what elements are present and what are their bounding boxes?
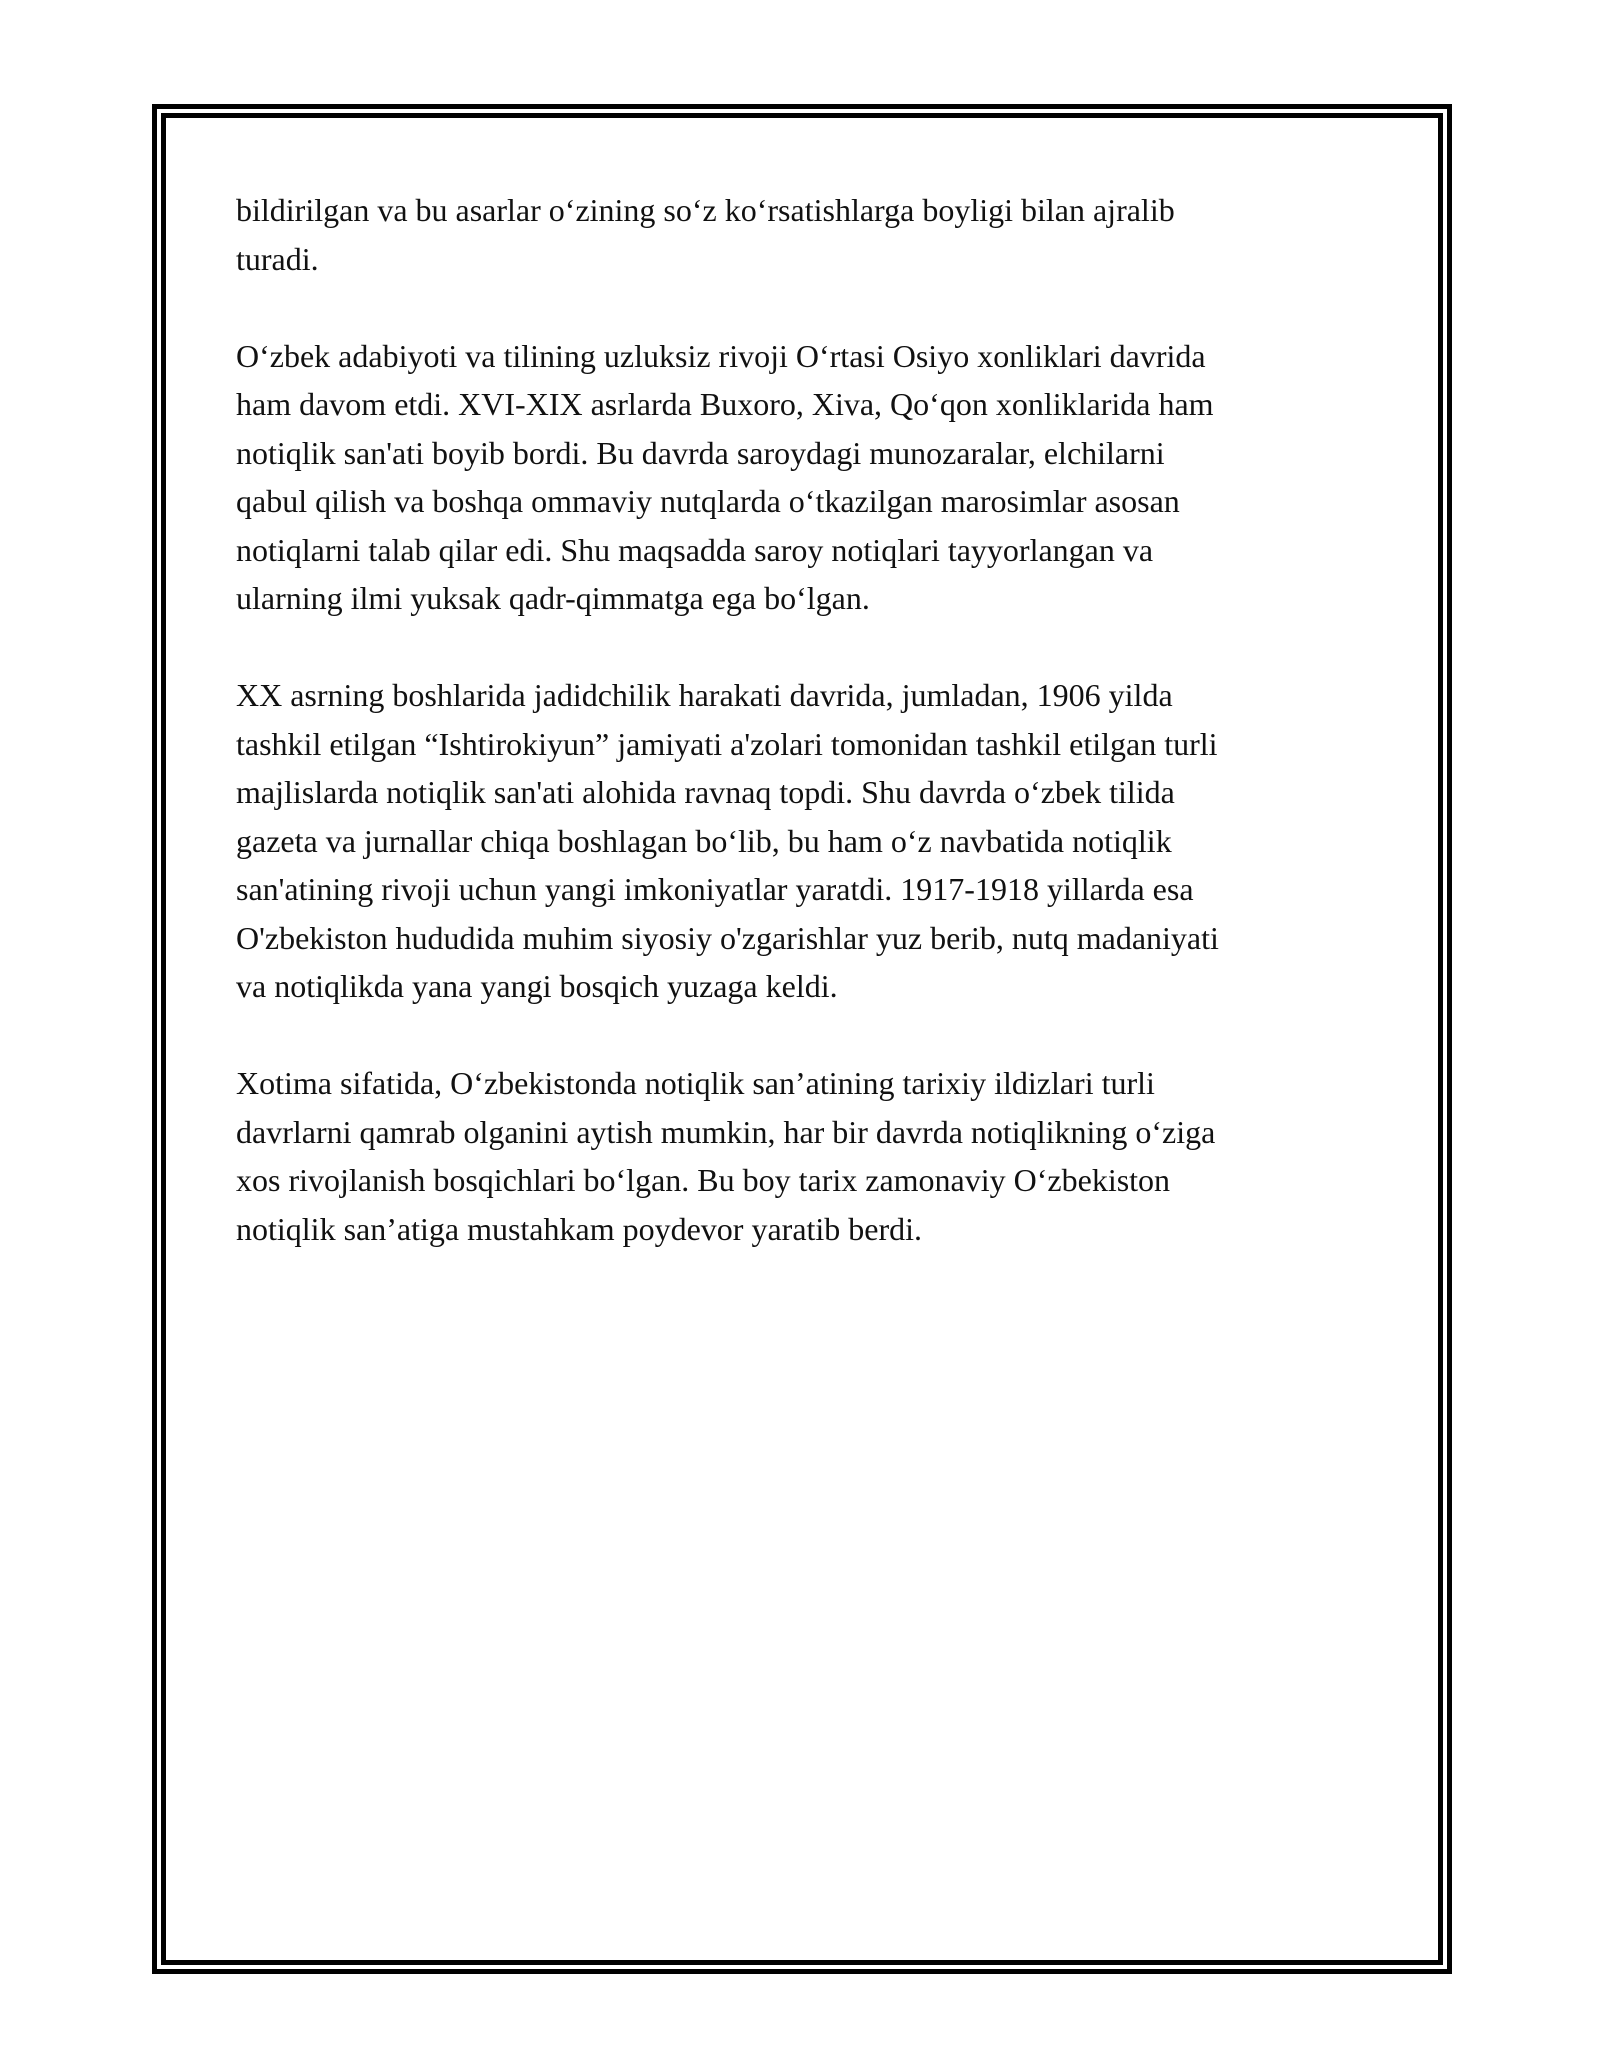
text-line: va notiqlikda yana yangi bosqich yuzaga keldi. [236,968,838,1004]
text-line: notiqlik san’atiga mustahkam poydevor yaratib berdi. [236,1210,923,1247]
text-line: qabul qilish va boshqa ommaviy nutqlarda o‘tkazilgan marosimlar asosan [236,483,1180,519]
text-line: xos rivojlanish bosqichlari bo‘lgan. Bu boy tarix zamonaviy O‘zbekiston [236,1162,1171,1198]
text-line: davrlarni qamrab olganini aytish mumkin, har bir davrda notiqlikning o‘ziga [236,1113,1216,1150]
paragraph-2 [236,332,1376,623]
text-line: notiqlik san'ati boyib bordi. Bu davrda saroydagi munozaralar, elchilarni [236,434,1165,471]
text-line: O'zbekiston hududida muhim siyosiy o'zgarishlar yuz berib, nutq madaniyati [236,919,1219,956]
text-line: O‘zbek adabiyoti va tilining uzluksiz rivoji O‘rtasi Osiyo xonliklari davrida [236,337,1206,374]
text-line: majlislarda notiqlik san'ati alohida ravnaq topdi. Shu davrda o‘zbek tilida [236,774,1175,810]
text-line: bildirilgan va bu asarlar o‘zining so‘z ko‘rsatishlarga boyligi bilan ajralib [236,192,1175,228]
text-line: notiqlarni talab qilar edi. Shu maqsadda saroy notiqlari tayyorlangan va [236,531,1154,568]
text-line: ularning ilmi yuksak qadr-qimmatga ega bo‘lgan. [236,580,870,616]
document-body [236,186,1376,1302]
text-line: san'atining rivoji uchun yangi imkoniyatlar yaratdi. 1917-1918 yillarda esa [236,871,1194,907]
text-line: gazeta va jurnallar chiqa boshlagan bo‘lib, bu ham o‘z navbatida notiqlik [236,822,1172,859]
text-line: ham davom etdi. XVI-XIX asrlarda Buxoro, Xiva, Qo‘qon xonliklarida ham [236,386,1214,422]
paragraph-1 [236,186,1376,283]
paragraph-4 [236,1059,1376,1253]
paragraph-3 [236,671,1376,1011]
text-line: turadi. [236,240,319,277]
text-line: Xotima sifatida, O‘zbekistonda notiqlik san’atining tarixiy ildizlari turli [236,1065,1155,1101]
text-line: tashkil etilgan “Ishtirokiyun” jamiyati a'zolari tomonidan tashkil etilgan turli [236,725,1218,762]
text-line: XX asrning boshlarida jadidchilik harakati davrida, jumladan, 1906 yilda [236,677,1173,713]
